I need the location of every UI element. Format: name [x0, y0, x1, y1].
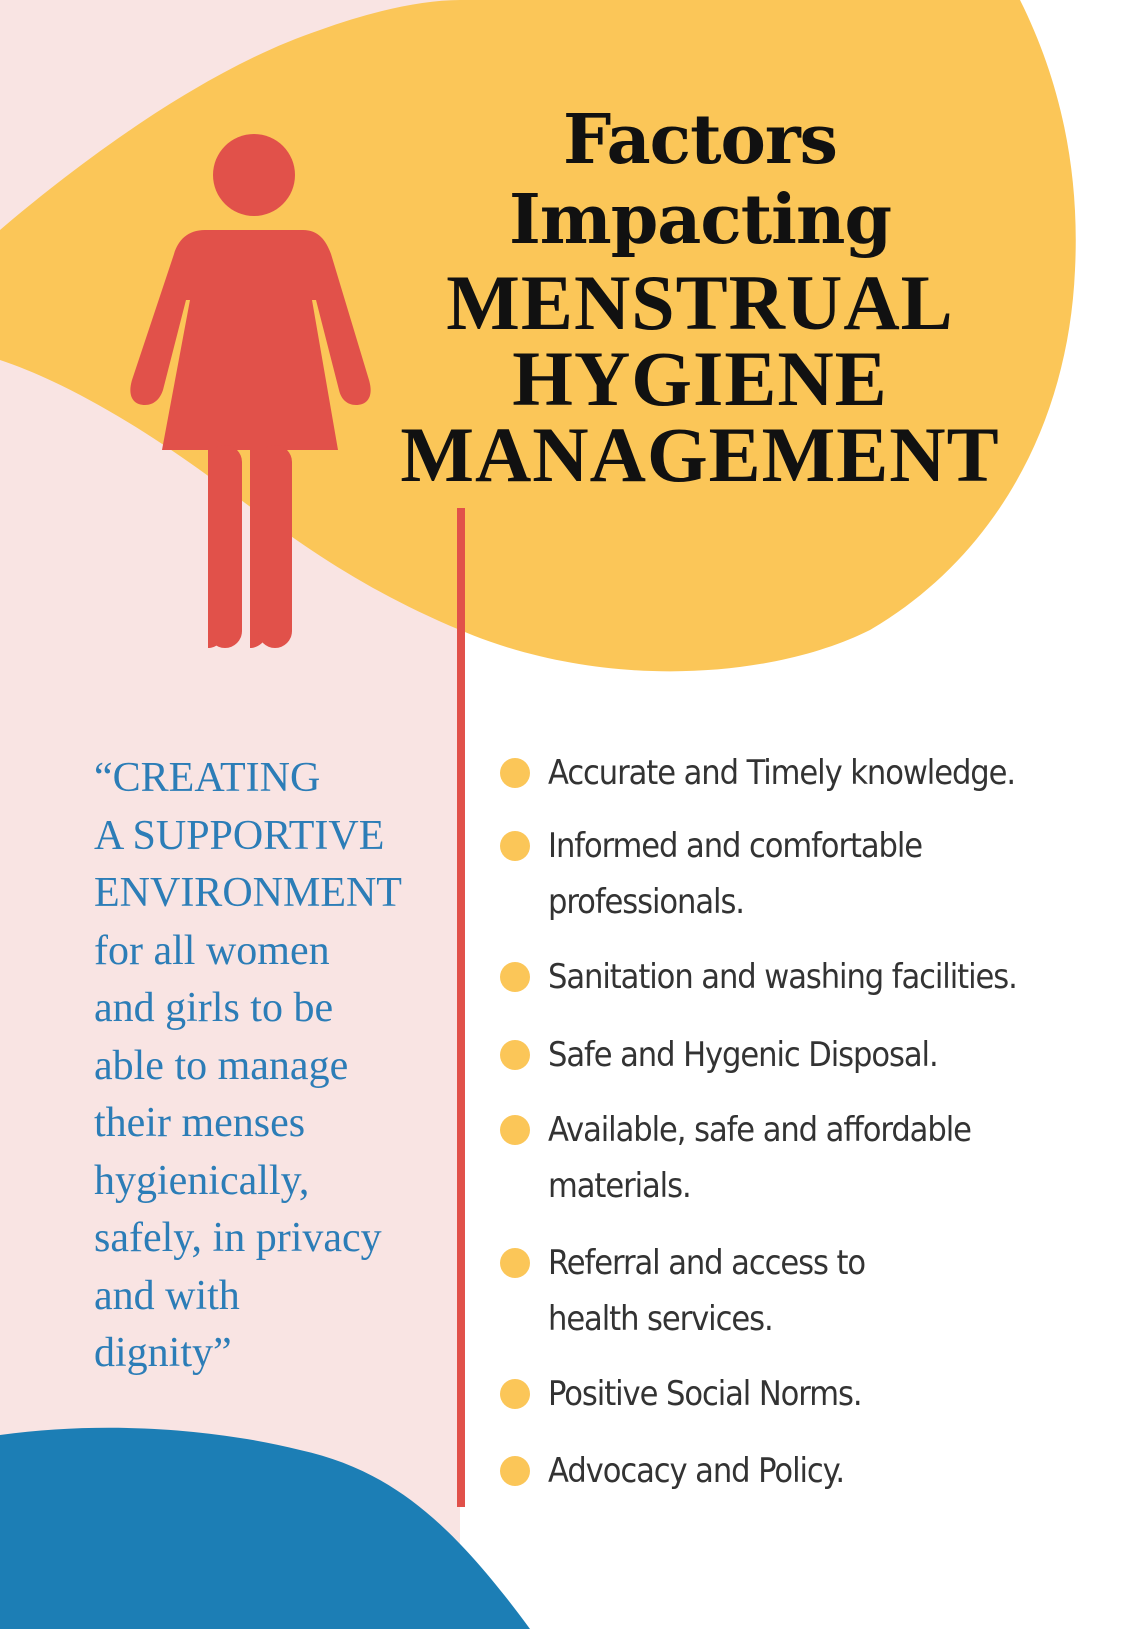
- title-line-5: MANAGEMENT: [400, 411, 1000, 498]
- bullet-icon: [500, 1248, 530, 1278]
- quote-line: “CREATING: [94, 755, 321, 801]
- quote-line: A SUPPORTIVE: [94, 812, 385, 859]
- quote-line: their menses: [94, 1100, 306, 1146]
- quote-line: hygienically,: [94, 1157, 310, 1204]
- factor-text: Accurate and Timely knowledge.: [548, 753, 1016, 793]
- quote-line: ENVIRONMENT: [94, 870, 402, 916]
- title-line-2: Impacting: [509, 180, 891, 260]
- factor-text: professionals.: [548, 882, 744, 922]
- bullet-icon: [500, 1379, 530, 1409]
- bullet-icon: [500, 1115, 530, 1145]
- factor-text: Advocacy and Policy.: [548, 1451, 844, 1491]
- quote-line: and girls to be: [94, 985, 334, 1031]
- bullet-icon: [500, 1040, 530, 1070]
- factor-text: Safe and Hygenic Disposal.: [548, 1035, 938, 1075]
- factor-text: Referral and access to: [548, 1243, 866, 1283]
- bullet-icon: [500, 962, 530, 992]
- quote-line: safely, in privacy: [94, 1215, 382, 1261]
- quote-line: dignity”: [94, 1330, 232, 1376]
- quote-line: and with: [94, 1272, 240, 1319]
- factor-text: health services.: [548, 1299, 773, 1339]
- quote-block: [94, 750, 434, 1383]
- quote-line: for all women: [94, 927, 330, 974]
- factor-text: Available, safe and affordable: [548, 1110, 971, 1150]
- bullet-icon: [500, 831, 530, 861]
- factor-text: Informed and comfortable: [548, 826, 923, 866]
- factor-text: materials.: [548, 1166, 691, 1206]
- title-line-1: Factors: [563, 100, 837, 180]
- bullet-icon: [500, 1456, 530, 1486]
- vertical-divider: [457, 508, 465, 1507]
- title-line-4: HYGIENE: [512, 335, 888, 422]
- factor-text: Positive Social Norms.: [548, 1374, 862, 1414]
- factor-text: Sanitation and washing facilities.: [548, 957, 1017, 997]
- bullet-icon: [500, 758, 530, 788]
- quote-line: able to manage: [94, 1042, 349, 1089]
- title-line-3: MENSTRUAL: [446, 259, 954, 346]
